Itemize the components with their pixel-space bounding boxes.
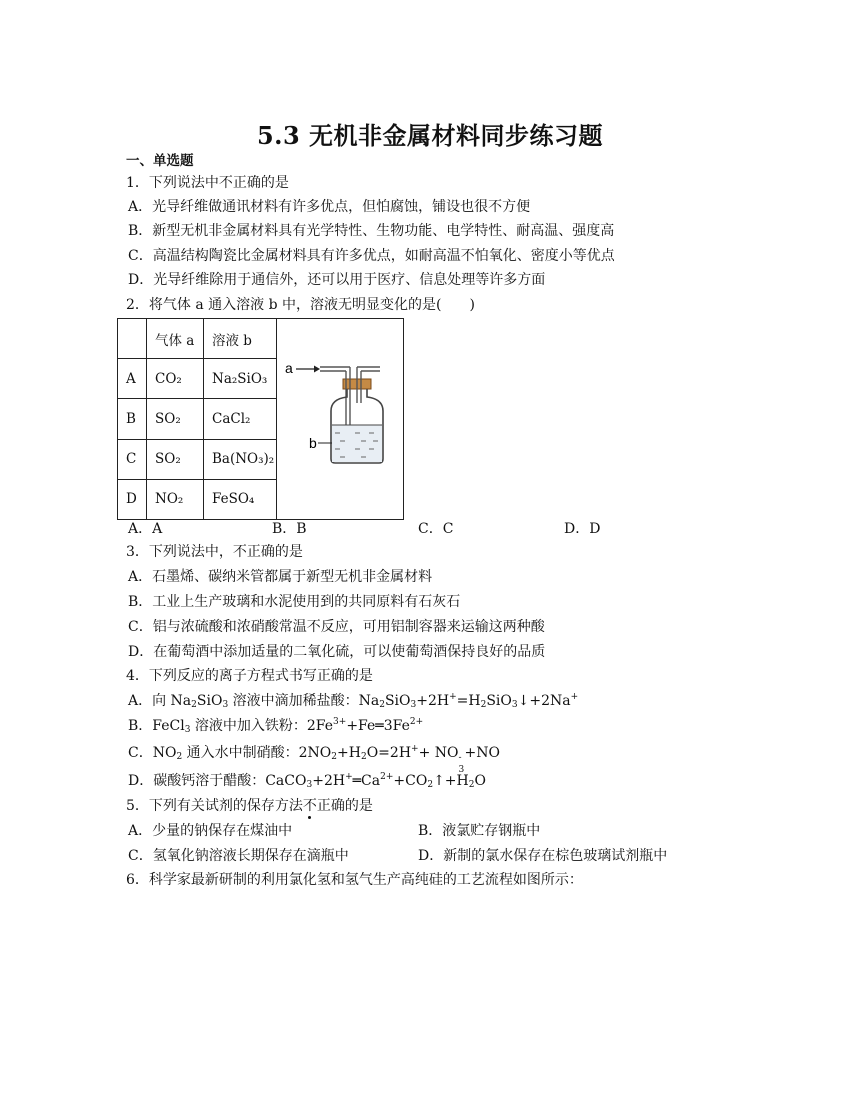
row-label-d: D (118, 479, 147, 519)
row-c-gas: SO₂ (147, 439, 204, 479)
row-a-gas: CO₂ (147, 359, 204, 399)
q3-option-d: D．在葡萄酒中添加适量的二氧化硫，可以使葡萄酒保持良好的品质 (128, 644, 546, 660)
q3-stem: 3．下列说法中，不正确的是 (126, 544, 303, 560)
q5-option-b: B．液氯贮存钢瓶中 (418, 823, 541, 839)
table-header-solution: 溶液 b (204, 319, 277, 359)
table-header-gas: 气体 a (147, 319, 204, 359)
row-d-gas: NO₂ (147, 479, 204, 519)
q5-option-c: C．氢氧化钠溶液长期保存在滴瓶中 (128, 848, 349, 864)
q3-option-a: A．石墨烯、碳纳米管都属于新型无机非金属材料 (128, 569, 433, 585)
q4-option-d: D．碳酸钙溶于醋酸：$CaCO_3+2H^+═Ca^{2+}+CO_2↑+H_2O$ (128, 772, 486, 790)
q2-option-b: B．B (272, 521, 307, 537)
row-label-a: A (118, 359, 147, 399)
row-label-b: B (118, 399, 147, 439)
label-a: a (285, 360, 293, 376)
q1-stem: 1．下列说法中不正确的是 (126, 175, 289, 191)
q2-stem: 2．将气体 a 通入溶液 b 中，溶液无明显变化的是( ) (126, 297, 475, 313)
label-b: b (309, 435, 317, 451)
q2-option-c: C．C (418, 521, 454, 537)
gas-bottle-figure (277, 319, 404, 520)
gas-washing-bottle-diagram (277, 319, 403, 515)
page-title: 5.3 无机非金属材料同步练习题 (256, 121, 604, 150)
q2-option-d: D．D (564, 521, 601, 537)
q4-option-a: A．向 $Na_2SiO_3$ 溶液中滴加稀盐酸：$Na_2SiO_3+2H^+=H_2SiO_3↓+2Na^+$ (128, 692, 579, 710)
row-c-solution: Ba(NO₃)₂ (204, 439, 277, 479)
row-a-solution: Na₂SiO₃ (204, 359, 277, 399)
row-b-solution: CaCl₂ (204, 399, 277, 439)
q2-option-a: A．A (128, 521, 163, 537)
section-heading: 一、单选题 (126, 153, 194, 169)
q3-option-b: B．工业上生产玻璃和水泥使用到的共同原料有石灰石 (128, 594, 461, 610)
q4-option-c: C．$NO_2$ 通入水中制硝酸：$2NO_2+H_2O=2H^++$ NO - 3 +NO (128, 744, 500, 775)
q2-table (117, 318, 404, 520)
q3-option-c: C．铝与浓硫酸和浓硝酸常温不反应，可用铝制容器来运输这两种酸 (128, 619, 545, 635)
q4-stem: 4．下列反应的离子方程式书写正确的是 (126, 668, 373, 684)
row-label-c: C (118, 439, 147, 479)
row-d-solution: FeSO₄ (204, 479, 277, 519)
q5-stem: 5．下列有关试剂的保存方法不正确的是 (126, 798, 373, 814)
q1-option-a: A．光导纤维做通讯材料有许多优点，但怕腐蚀，铺设也很不方便 (128, 199, 531, 215)
q1-option-b: B．新型无机非金属材料具有光学特性、生物功能、电学特性、耐高温、强度高 (128, 223, 615, 239)
q4-option-b: B．FeCl$_3$ 溶液中加入铁粉：$2Fe^{3+}+Fe═3Fe^{2+}$ (128, 717, 424, 735)
q6-stem: 6．科学家最新研制的利用氯化氢和氢气生产高纯硅的工艺流程如图所示： (126, 872, 583, 888)
q5-option-d: D．新制的氯水保存在棕色玻璃试剂瓶中 (418, 848, 668, 864)
q5-option-a: A．少量的钠保存在煤油中 (128, 823, 293, 839)
q1-option-d: D．光导纤维除用于通信外，还可以用于医疗、信息处理等许多方面 (128, 272, 546, 288)
q1-option-c: C．高温结构陶瓷比金属材料具有许多优点，如耐高温不怕氧化、密度小等优点 (128, 248, 615, 264)
row-b-gas: SO₂ (147, 399, 204, 439)
table-header-blank (118, 319, 147, 359)
